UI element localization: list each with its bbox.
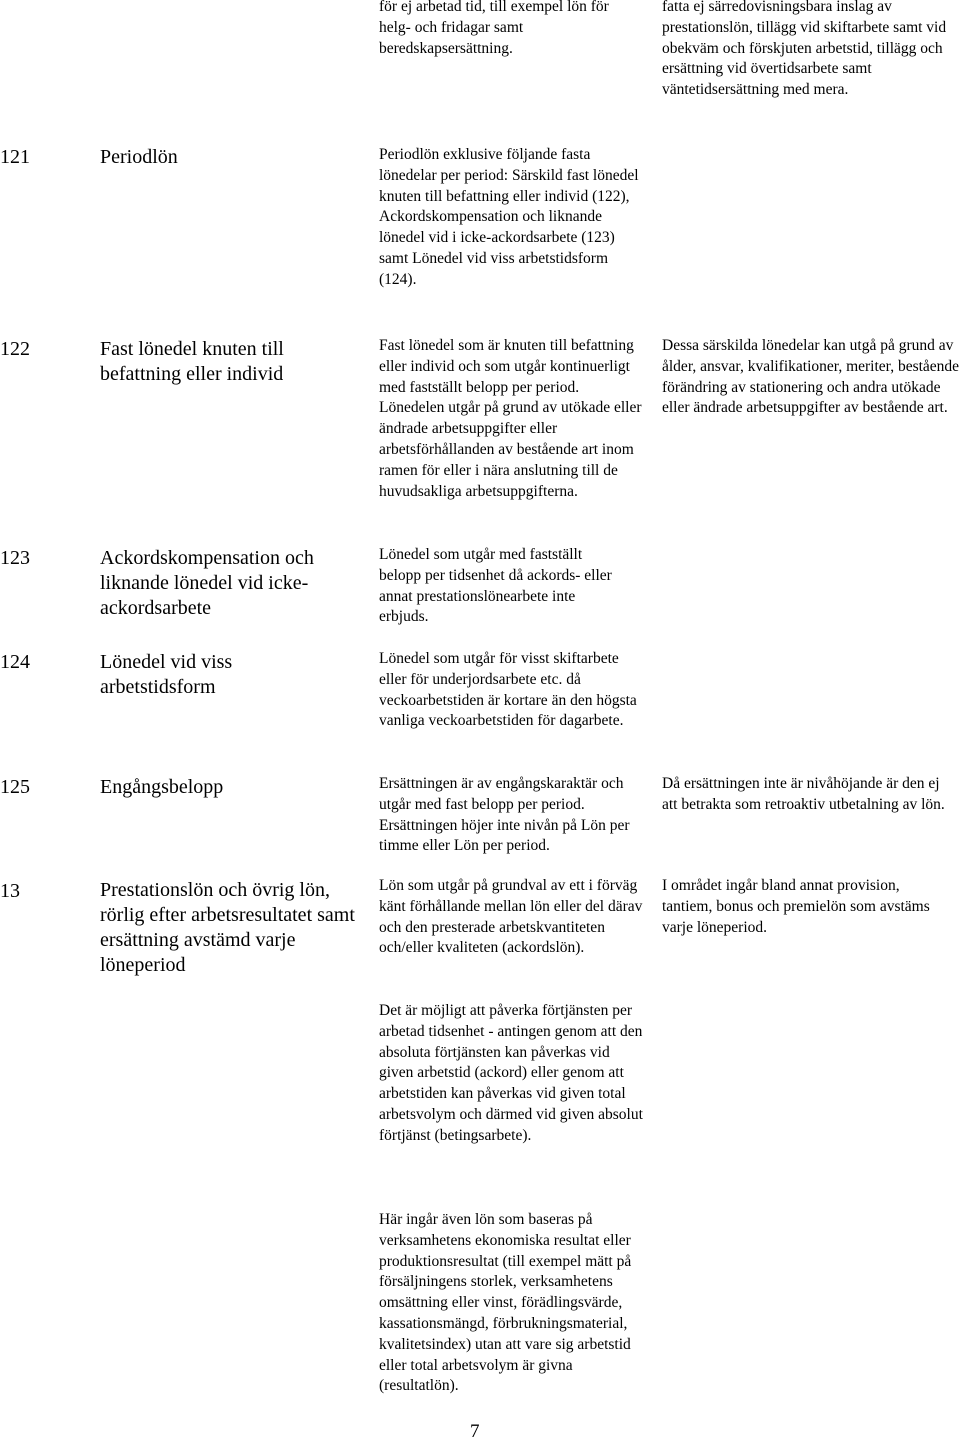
continued-comment: fatta ej särredovisningsbara inslag av prestationslön, tillägg vid skiftarbete samt vid obekväm och förskjuten arbetstid, tillägg och ersättning vid övertidsarbete samt väntetidsersättning med mera.: [662, 0, 947, 99]
code-124: 124: [0, 651, 30, 673]
code-123: 123: [0, 547, 30, 569]
continued-description: för ej arbetad tid, till exempel lön för helg- och fridagar samt beredskapsersättning.: [379, 0, 609, 57]
description-121: Periodlön exklusive följande fasta lönedelar per period: Särskild fast lönedel knuten till befattning eller individ (122), Ackordskompensation och liknande lönedel vid i icke-ackordsarbete (123) samt Lönedel vid viss arbetstidsform (124).: [379, 146, 639, 288]
code-125: 125: [0, 776, 30, 798]
comment-125: Då ersättningen inte är nivåhöjande är den ej att betrakta som retroaktiv utbetalning av lön.: [662, 775, 945, 813]
title-122: Fast lönedel knuten till befattning eller individ: [100, 338, 284, 385]
description-122: Fast lönedel som är knuten till befattning eller individ och som utgår kontinuerligt med fastställt belopp per period. Lönedelen utgår på grund av utökade eller ändrade arbetsuppgifter eller arbetsförhållanden av bestående art inom ramen för eller i nära anslutning till de huvudsakliga arbetsuppgifterna.: [379, 337, 642, 500]
comment-122: Dessa särskilda lönedelar kan utgå på grund av ålder, ansvar, kvalifikationer, meriter, bestående förändring av stationering och andra utökade eller ändrade arbetsuppgifter av bestående art.: [662, 337, 960, 417]
comment-13: I området ingår bland annat provision, tantiem, bonus och premielön som avstäms varje löneperiod.: [662, 877, 930, 936]
title-13: Prestationslön och övrig lön, rörlig efter arbetsresultatet samt ersättning avstämd varje löneperiod: [100, 879, 355, 976]
title-125: Engångsbelopp: [100, 776, 224, 798]
description-125: Ersättningen är av engångskaraktär och utgår med fast belopp per period. Ersättningen höjer inte nivån på Lön per timme eller Lön per period.: [379, 775, 630, 855]
description-123: Lönedel som utgår med fastställt belopp per tidsenhet då ackords- eller annat prestationslönearbete inte erbjuds.: [379, 546, 612, 626]
title-123: Ackordskompensation och liknande lönedel vid icke-ackordsarbete: [100, 547, 314, 619]
page-number: 7: [470, 1421, 480, 1442]
description-13-paragraph-3: Här ingår även lön som baseras på verksamhetens ekonomiska resultat eller produktionsresultat (till exempel mätt på försäljningens storlek, verksamhetens omsättning eller vinst, förädlingsvärde, kassationsmängd, förbrukningsmaterial, kvalitetsindex) utan att vare sig arbetstid eller total arbetsvolym är givna (resultatlön).: [379, 1211, 632, 1395]
description-13: Lön som utgår på grundval av ett i förväg känt förhållande mellan lön eller del därav och den presterade arbetskvantiteten och/eller kvaliteten (ackordslön).: [379, 877, 643, 957]
code-122: 122: [0, 338, 30, 360]
code-13: 13: [0, 880, 20, 902]
description-13-paragraph-2: Det är möjligt att påverka förtjänsten per arbetad tidsenhet - antingen genom att den absoluta förtjänsten kan påverkas vid given arbetstid (ackord) eller genom att arbetstiden kan påverkas vid given total arbetsvolym och därmed vid given absolut förtjänst (betingsarbete).: [379, 1002, 643, 1144]
title-124: Lönedel vid viss arbetstidsform: [100, 651, 233, 698]
code-121: 121: [0, 146, 30, 168]
description-124: Lönedel som utgår för visst skiftarbete eller för underjordsarbete etc. då veckoarbetstiden är kortare än den högsta vanliga veckoarbetstiden för dagarbete.: [379, 650, 637, 730]
title-121: Periodlön: [100, 146, 178, 168]
